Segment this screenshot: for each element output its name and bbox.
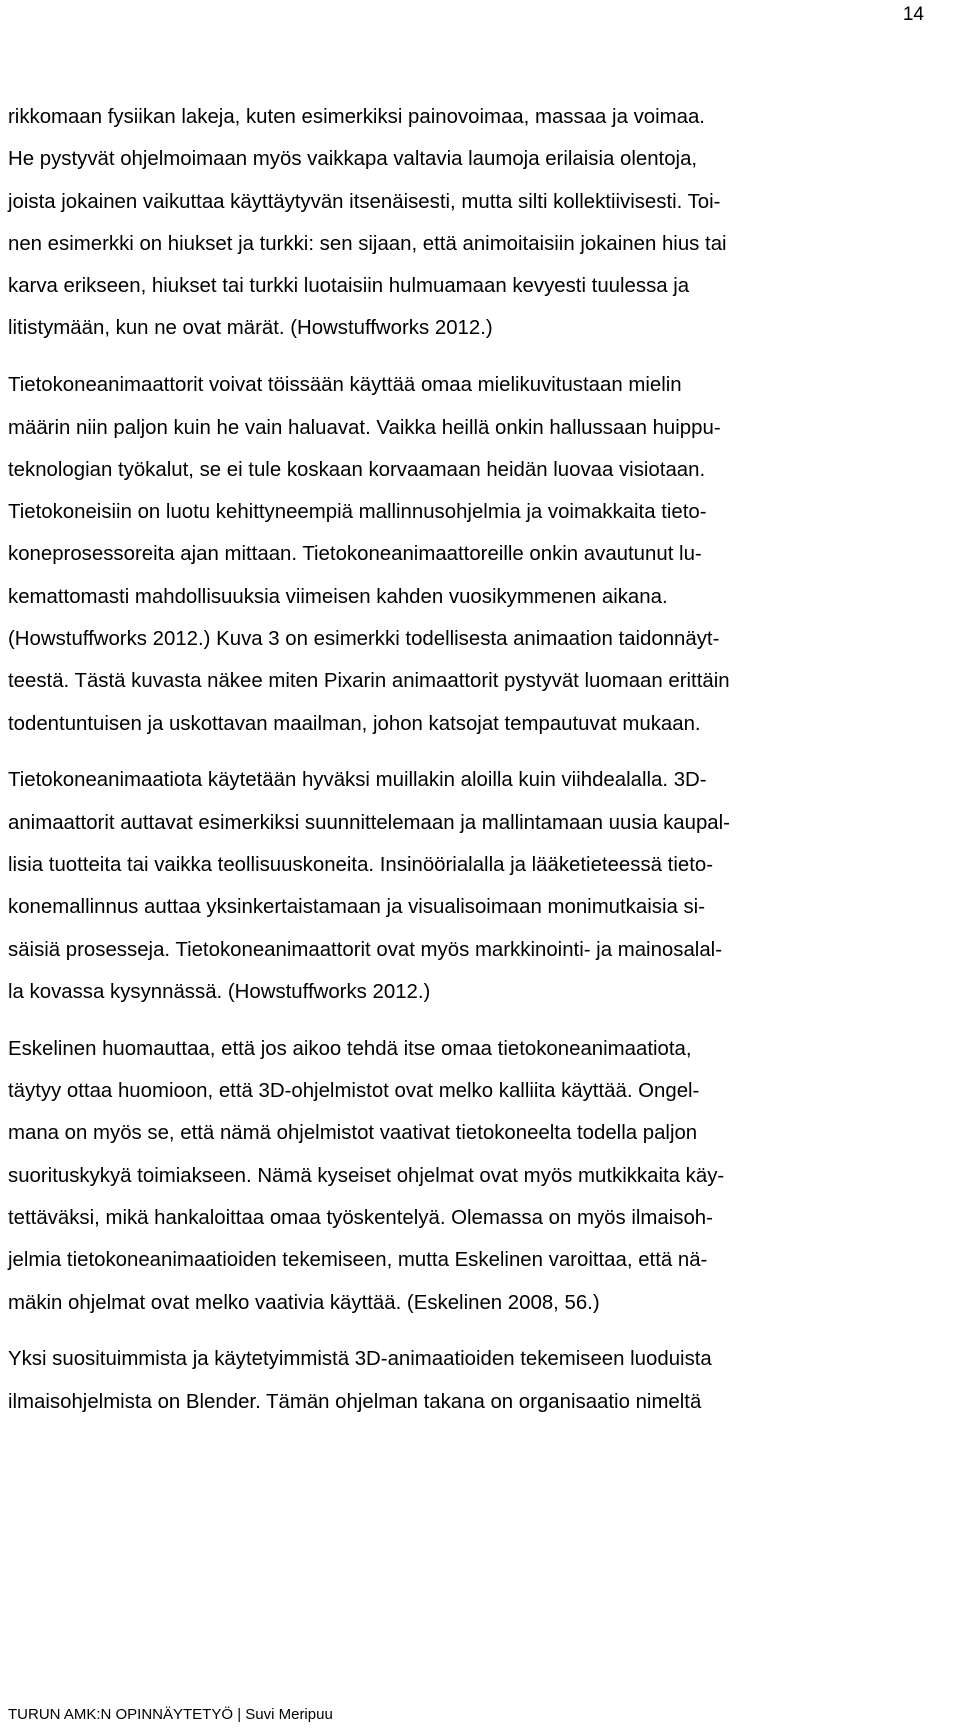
- body-text: [8, 96, 957, 1423]
- paragraph-3: Tietokoneanimaatiota käytetään hyväksi muillakin aloilla kuin viihdealalla. 3D- animaattorit auttavat esimerkiksi suunnittelemaan ja mallintamaan uusia kaupal- lisia tuotteita tai vaikka teollisuuskoneita. Insinöörialalla ja lääketieteessä tieto- konemallinnus auttaa yksinkertaistamaan ja visualisoimaan monimutkaisia si- säisiä prosesseja. Tietokoneanimaattorit ovat myös markkinointi- ja mainosalal- la kovassa kysynnässä. (Howstuffworks 2012.): [8, 769, 730, 1003]
- paragraph-5: Yksi suosituimmista ja käytetyimmistä 3D-animaatioiden tekemiseen luoduista ilmaisohjelmista on Blender. Tämän ohjelman takana on organisaatio nimeltä: [8, 1348, 712, 1413]
- paragraph-1: rikkomaan fysiikan lakeja, kuten esimerkiksi painovoimaa, massaa ja voimaa. He pystyvät ohjelmoimaan myös vaikkapa valtavia laumoja erilaisia olentoja, joista jokainen vaikuttaa käyttäytyvän itsenäisesti, mutta silti kollektiivisesti. Toi- nen esimerkki on hiukset ja turkki: sen sijaan, että animoitaisiin jokainen hius tai karva erikseen, hiukset tai turkki luotaisiin hulmuamaan kevyesti tuulessa ja litistymään, kun ne ovat märät. (Howstuffworks 2012.): [8, 106, 727, 340]
- page-number: 14: [902, 4, 924, 25]
- paragraph-2: Tietokoneanimaattorit voivat töissään käyttää omaa mielikuvitustaan mielin määrin niin paljon kuin he vain haluavat. Vaikka heillä onkin hallussaan huippu- teknologian työkalut, se ei tule koskaan korvaamaan heidän luovaa visiotaan. Tietokoneisiin on luotu kehittyneempiä mallinnusohjelmia ja voimakkaita tieto- koneprosessoreita ajan mittaan. Tietokoneanimaattoreille onkin avautunut lu- kemattomasti mahdollisuuksia viimeisen kahden vuosikymmenen aikana. (Howstuffworks 2012.) Kuva 3 on esimerkki todellisesta animaation taidonnäyt- teestä. Tästä kuvasta näkee miten Pixarin animaattorit pystyvät luomaan erittäin todentuntuisen ja uskottavan maailman, johon katsojat tempautuvat mukaan.: [8, 374, 730, 735]
- paragraph-4: Eskelinen huomauttaa, että jos aikoo tehdä itse omaa tietokoneanimaatiota, täytyy ottaa huomioon, että 3D-ohjelmistot ovat melko kalliita käyttää. Ongel- mana on myös se, että nämä ohjelmistot vaativat tietokoneelta todella paljon suorituskykyä toimiakseen. Nämä kyseiset ohjelmat ovat myös mutkikkaita käy- tettäväksi, mikä hankaloittaa omaa työskentelyä. Olemassa on myös ilmaisoh- jelmia tietokoneanimaatioiden tekemiseen, mutta Eskelinen varoittaa, että nä- mäkin ohjelmat ovat melko vaativia käyttää. (Eskelinen 2008, 56.): [8, 1037, 725, 1314]
- page-footer: TURUN AMK:N OPINNÄYTETYÖ | Suvi Meripuu: [8, 1706, 333, 1723]
